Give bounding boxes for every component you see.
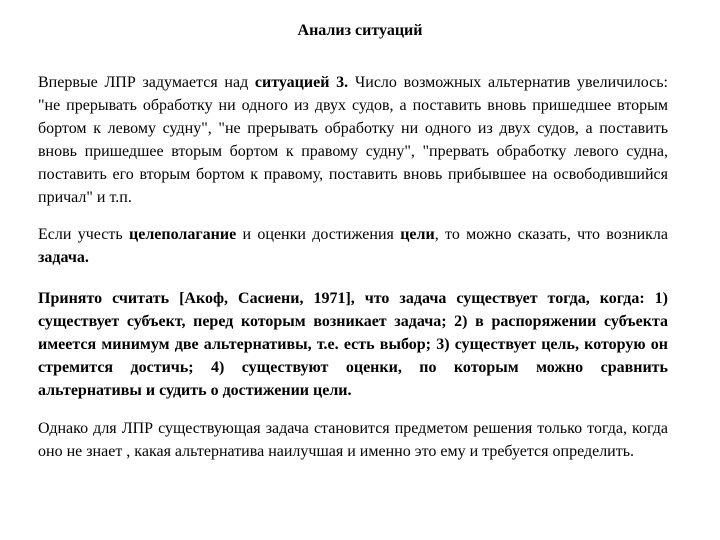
paragraph-text: Число возможных альтернатив увеличилось: "не прерывать обработку ни одного из двух судов, а поставить вновь пришедшее вторым бортом к левому судну", "не прерывать обработку ни одного из двух судов, а поставить вновь пришедшее вторым бортом к правому судну", "прервать обработку левого судна, поставить его вторым бортом к правому, поставить вновь прибывшее на освободившийся причал" и т.п. bbox=[38, 74, 668, 206]
task-emphasis: задача. bbox=[38, 249, 89, 266]
paragraph-text: и оценки достижения bbox=[236, 226, 401, 243]
paragraph-task-definition: Принято считать [Акоф, Сасиени, 1971], что задача существует тогда, когда: 1) существует субъект, перед которым возникает задача; 2) в распоряжении субъекта имеется минимум две альтернативы, т.е. есть выбор; 3) существует цель, которую он стремится достичь; 4) существуют оценки, по которым можно сравнить альтернативы и судить о достижении цели. bbox=[38, 290, 668, 399]
page-title: Анализ ситуаций bbox=[297, 22, 423, 39]
paragraph-goal-setting bbox=[38, 223, 668, 269]
goal-setting-emphasis: целеполагание bbox=[129, 226, 237, 243]
situation-3-emphasis: ситуацией 3. bbox=[254, 74, 349, 91]
paragraph-text: Если учесть bbox=[38, 226, 129, 243]
paragraph-decision-subject: Однако для ЛПР существующая задача становится предметом решения только тогда, когда оно не знает , какая альтернатива наилучшая и именно это ему и требуется определить. bbox=[38, 420, 668, 460]
paragraph-text: , то можно сказать, что возникла bbox=[434, 226, 669, 243]
paragraph-text: Впервые ЛПР задумается над bbox=[38, 74, 255, 91]
paragraph-situation-3 bbox=[38, 71, 668, 209]
goal-emphasis: цели bbox=[400, 226, 435, 243]
